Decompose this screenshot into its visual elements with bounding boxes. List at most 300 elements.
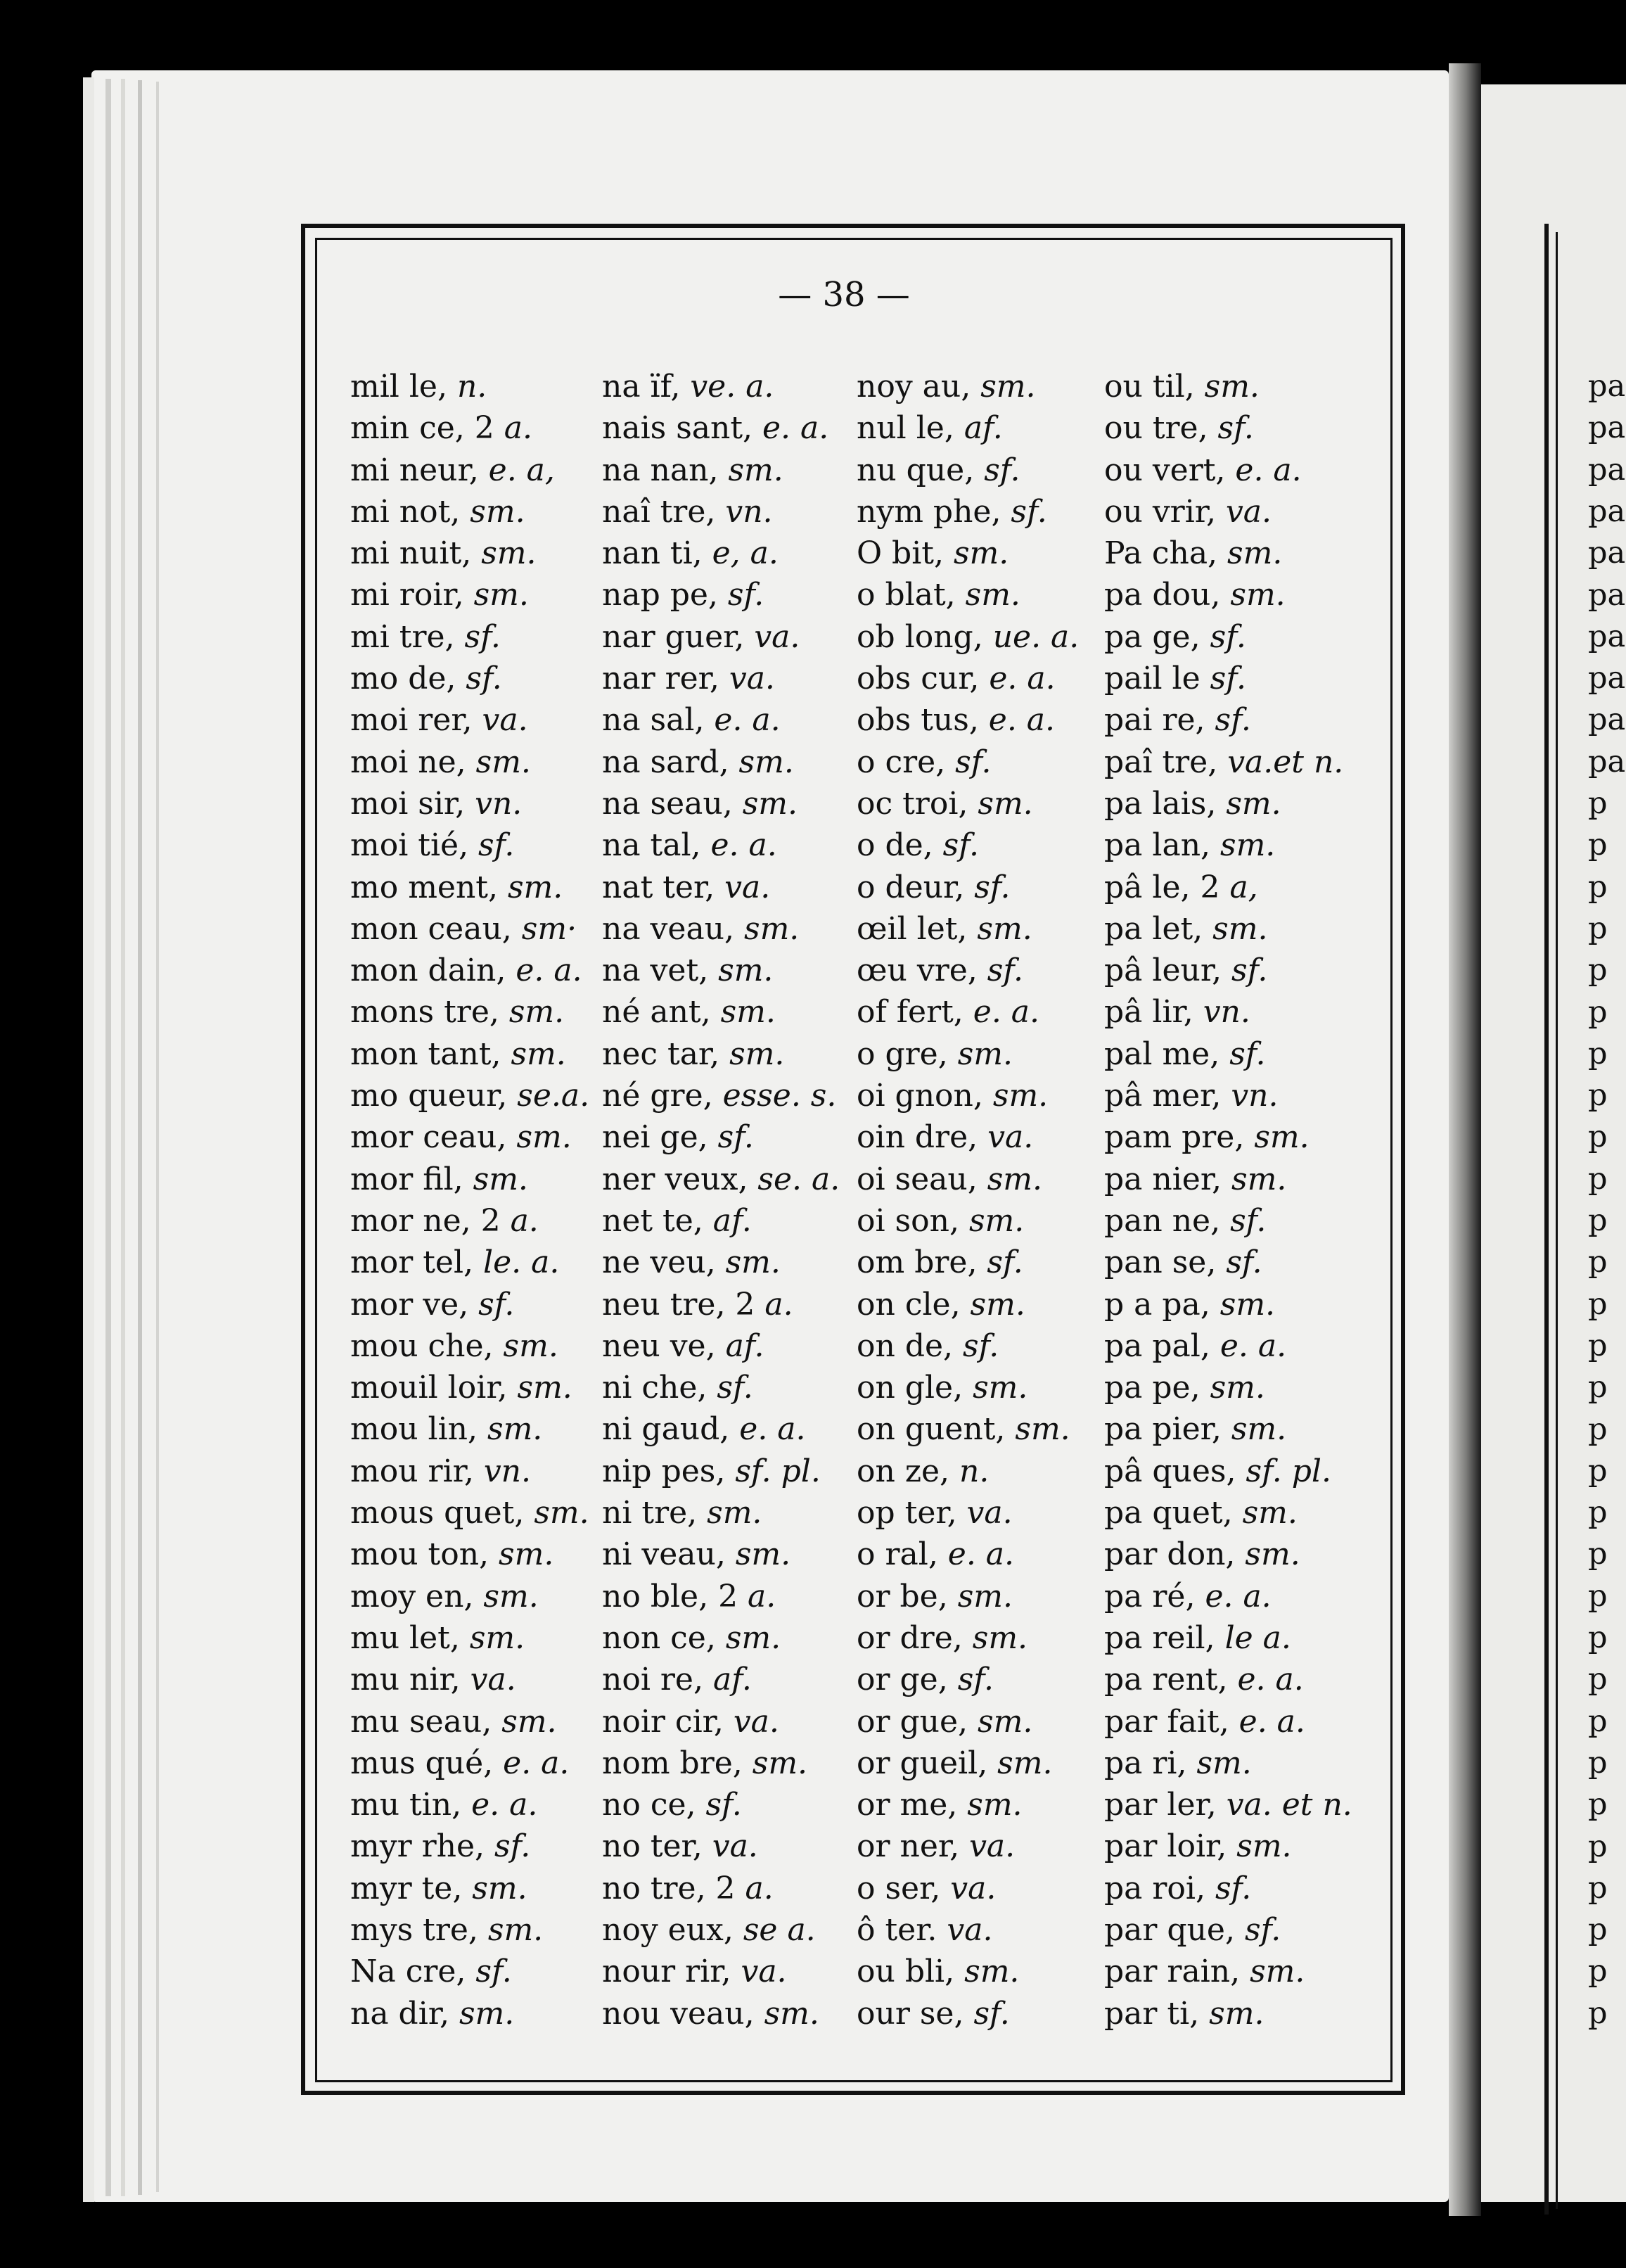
dictionary-entry xyxy=(1104,1284,1352,1325)
entry-word: pa nier, xyxy=(1104,1161,1232,1197)
entry-grammar-abbr: sf. xyxy=(1230,1202,1267,1239)
dictionary-entry xyxy=(602,1701,840,1743)
dictionary-entry xyxy=(602,407,840,449)
entry-grammar-abbr: n. xyxy=(456,369,487,404)
entry-word: pa pier, xyxy=(1104,1411,1231,1448)
entry-grammar-abbr: sm. xyxy=(503,1327,558,1364)
entry-word: pa rent, xyxy=(1104,1662,1238,1698)
entry-grammar-abbr: sm. xyxy=(517,1370,572,1406)
dictionary-entry xyxy=(857,1116,1079,1158)
entry-grammar-abbr: sm. xyxy=(475,744,531,780)
right-page-fragment: p xyxy=(1588,827,1608,863)
entry-word: ni gaud, xyxy=(602,1411,740,1448)
entry-grammar-abbr: sm. xyxy=(1254,1119,1310,1156)
word-column-4 xyxy=(1104,366,1352,2034)
right-page-fragment: p xyxy=(1588,1703,1608,1739)
entry-word: pa roi, xyxy=(1104,1870,1215,1906)
entry-grammar-abbr: sf. xyxy=(717,1370,753,1406)
entry-word: par loir, xyxy=(1104,1828,1237,1865)
entry-word: pâ ques, xyxy=(1104,1453,1246,1489)
entry-word: myr rhe, xyxy=(350,1828,494,1865)
entry-grammar-abbr: sf. xyxy=(1215,702,1251,739)
entry-grammar-abbr: e. a. xyxy=(1238,1703,1305,1740)
entry-word: min ce, 2 xyxy=(350,410,504,447)
entry-word: on de, xyxy=(857,1327,963,1364)
right-page-fragment: pa xyxy=(1588,661,1626,696)
entry-grammar-abbr: va. xyxy=(966,1495,1013,1531)
dictionary-entry xyxy=(602,741,840,783)
entry-grammar-abbr: e. a. xyxy=(714,702,781,739)
right-page-fragment: p xyxy=(1588,1286,1608,1322)
entry-word: on cle, xyxy=(857,1286,971,1323)
dictionary-entry xyxy=(350,950,589,991)
dictionary-entry xyxy=(602,1116,840,1158)
entry-word: paî tre, xyxy=(1104,744,1228,780)
dictionary-entry xyxy=(350,1868,589,1909)
entry-grammar-abbr: vn. xyxy=(725,493,773,530)
dictionary-entry xyxy=(350,1826,589,1867)
dictionary-entry xyxy=(350,366,589,407)
dictionary-entry xyxy=(1104,950,1352,991)
entry-word: mon ceau, xyxy=(350,910,522,947)
word-column-3 xyxy=(857,366,1079,2034)
entry-grammar-abbr: sf. xyxy=(475,1954,512,1990)
entry-grammar-abbr: sf. xyxy=(1229,1036,1266,1072)
entry-word: pail le xyxy=(1104,661,1210,697)
dictionary-entry xyxy=(1104,1951,1352,1992)
entry-grammar-abbr: sm. xyxy=(978,785,1033,822)
right-page-fragment: p xyxy=(1588,910,1608,946)
dictionary-entry xyxy=(857,1909,1079,1951)
entry-word: on gle, xyxy=(857,1370,973,1406)
entry-word: no ce, xyxy=(602,1787,706,1823)
entry-word: ne veu, xyxy=(602,1244,726,1281)
entry-word: of fert, xyxy=(857,994,973,1031)
entry-grammar-abbr: e. a. xyxy=(1220,1327,1287,1364)
entry-word: mor ceau, xyxy=(350,1119,517,1156)
entry-word: mor fil, xyxy=(350,1161,473,1197)
right-page-fragment: p xyxy=(1588,1787,1608,1823)
entry-word: mons tre, xyxy=(350,994,509,1031)
entry-grammar-abbr: sm. xyxy=(507,869,563,905)
entry-word: mi roir, xyxy=(350,577,474,613)
dictionary-entry xyxy=(1104,1159,1352,1200)
dictionary-entry xyxy=(350,1325,589,1367)
entry-word: pâ mer, xyxy=(1104,1078,1231,1114)
word-column-2 xyxy=(602,366,840,2034)
entry-grammar-abbr: sm. xyxy=(499,1536,554,1573)
dictionary-entry xyxy=(857,1784,1079,1826)
entry-grammar-abbr: sm. xyxy=(735,1536,791,1573)
entry-word: ob long, xyxy=(857,618,993,655)
entry-grammar-abbr: va. xyxy=(754,618,800,655)
entry-grammar-abbr: sm. xyxy=(957,1036,1013,1072)
dictionary-entry xyxy=(602,1743,840,1784)
dictionary-entry xyxy=(602,867,840,908)
entry-grammar-abbr: sf. xyxy=(987,953,1024,989)
entry-grammar-abbr: le. a. xyxy=(483,1244,560,1281)
dictionary-entry xyxy=(857,658,1079,699)
dictionary-entry xyxy=(1104,450,1352,491)
dictionary-entry xyxy=(1104,1909,1352,1951)
entry-grammar-abbr: sm. xyxy=(1210,1370,1265,1406)
entry-grammar-abbr: va. xyxy=(729,661,775,697)
entry-word: nec tar, xyxy=(602,1036,730,1072)
entry-grammar-abbr: a. xyxy=(504,410,532,447)
entry-word: noy au, xyxy=(857,369,981,404)
right-page-fragment: pa xyxy=(1588,618,1626,654)
entry-word: pa ge, xyxy=(1104,618,1210,655)
entry-grammar-abbr: sm. xyxy=(728,452,783,488)
dictionary-entry xyxy=(602,1784,840,1826)
entry-word: pa reil, xyxy=(1104,1619,1225,1656)
entry-grammar-abbr: sf. xyxy=(464,618,501,655)
entry-word: né gre, xyxy=(602,1078,723,1114)
dictionary-entry xyxy=(602,1451,840,1492)
entry-grammar-abbr: va. xyxy=(1225,493,1272,530)
entry-grammar-abbr: af. xyxy=(725,1327,764,1364)
entry-word: mu seau, xyxy=(350,1703,502,1740)
entry-word: par rain, xyxy=(1104,1954,1250,1990)
right-page-fragment: p xyxy=(1588,1327,1608,1363)
entry-grammar-abbr: sf. xyxy=(727,577,764,613)
entry-grammar-abbr: sm. xyxy=(987,1161,1043,1197)
entry-word: pal me, xyxy=(1104,1036,1230,1072)
entry-grammar-abbr: sm. xyxy=(483,1578,539,1614)
right-page-fragment: p xyxy=(1588,1036,1608,1071)
dictionary-entry xyxy=(350,991,589,1033)
dictionary-entry xyxy=(602,1659,840,1700)
entry-word: no ble, 2 xyxy=(602,1578,748,1614)
dictionary-entry xyxy=(602,950,840,991)
entry-word: na sard, xyxy=(602,744,739,780)
dictionary-entry xyxy=(602,1325,840,1367)
dictionary-entry xyxy=(350,1408,589,1450)
entry-word: oc troi, xyxy=(857,785,978,822)
entry-grammar-abbr: va. et n. xyxy=(1226,1787,1352,1823)
dictionary-entry xyxy=(857,1200,1079,1242)
dictionary-entry xyxy=(857,1367,1079,1408)
entry-grammar-abbr: sm· xyxy=(521,910,577,947)
entry-word: oin dre, xyxy=(857,1119,988,1156)
entry-word: pâ lir, xyxy=(1104,994,1203,1031)
entry-word: oi gnon, xyxy=(857,1078,993,1114)
entry-grammar-abbr: vn. xyxy=(1203,994,1250,1031)
entry-grammar-abbr: sm. xyxy=(511,1036,566,1072)
dictionary-entry xyxy=(1104,741,1352,783)
entry-grammar-abbr: sm. xyxy=(1204,369,1260,404)
entry-grammar-abbr: sm. xyxy=(992,1078,1049,1114)
entry-grammar-abbr: sm. xyxy=(459,1995,515,2032)
entry-grammar-abbr: sm. xyxy=(977,910,1032,947)
dictionary-entry xyxy=(857,1033,1079,1075)
entry-grammar-abbr: af. xyxy=(712,1202,752,1239)
page-edge xyxy=(121,79,125,2196)
dictionary-entry xyxy=(857,1576,1079,1617)
entry-word: mil le, xyxy=(350,369,457,404)
entry-grammar-abbr: sf. xyxy=(1244,1911,1281,1948)
entry-word: pa pe, xyxy=(1104,1370,1210,1406)
entry-grammar-abbr: sm. xyxy=(997,1745,1053,1781)
dictionary-entry xyxy=(1104,908,1352,950)
entry-word: mouil loir, xyxy=(350,1370,518,1406)
entry-word: ner veux, xyxy=(602,1161,758,1197)
entry-grammar-abbr: sm. xyxy=(973,1370,1028,1406)
entry-word: pan ne, xyxy=(1104,1202,1231,1239)
entry-word: O bit, xyxy=(857,535,954,572)
dictionary-entry xyxy=(350,1576,589,1617)
dictionary-entry xyxy=(1104,1075,1352,1116)
right-page-fragment: p xyxy=(1588,1370,1608,1406)
dictionary-entry xyxy=(350,1242,589,1283)
entry-grammar-abbr: sm. xyxy=(725,1244,781,1281)
entry-word: nul le, xyxy=(857,410,964,447)
entry-word: nei ge, xyxy=(602,1119,718,1156)
entry-word: mou rir, xyxy=(350,1453,484,1489)
dictionary-entry xyxy=(602,783,840,824)
right-page-fragment: p xyxy=(1588,1662,1608,1697)
entry-grammar-abbr: sf. xyxy=(1210,618,1246,655)
entry-word: nip pes, xyxy=(602,1453,736,1489)
entry-word: na nan, xyxy=(602,452,729,488)
entry-word: œu vre, xyxy=(857,953,987,989)
dictionary-entry xyxy=(857,1617,1079,1659)
dictionary-entry xyxy=(857,950,1079,991)
entry-grammar-abbr: sm. xyxy=(725,1619,781,1656)
entry-grammar-abbr: sm. xyxy=(957,1578,1013,1614)
dictionary-entry xyxy=(857,1993,1079,2034)
entry-word: pa lan, xyxy=(1104,827,1220,864)
dictionary-entry xyxy=(857,1451,1079,1492)
dictionary-entry xyxy=(602,1242,840,1283)
entry-grammar-abbr: e. a. xyxy=(516,953,582,989)
entry-word: o gre, xyxy=(857,1036,958,1072)
entry-grammar-abbr: sm. xyxy=(718,953,774,989)
entry-grammar-abbr: a, xyxy=(1229,869,1258,905)
dictionary-entry xyxy=(857,1325,1079,1367)
right-page-fragment: p xyxy=(1588,1745,1608,1780)
dictionary-entry xyxy=(857,1408,1079,1450)
entry-grammar-abbr: sm. xyxy=(764,1995,819,2032)
dictionary-entry xyxy=(350,1993,589,2034)
entry-word: mon dain, xyxy=(350,953,516,989)
entry-grammar-abbr: va. xyxy=(482,702,528,739)
dictionary-entry xyxy=(1104,1617,1352,1659)
entry-grammar-abbr: ue. a. xyxy=(992,618,1080,655)
right-page-fragment: pa xyxy=(1588,369,1626,404)
entry-grammar-abbr: va. xyxy=(470,1662,516,1698)
right-page-fragment: p xyxy=(1588,1453,1608,1489)
entry-grammar-abbr: e, a. xyxy=(712,535,779,572)
dictionary-entry xyxy=(1104,1116,1352,1158)
dictionary-entry xyxy=(350,867,589,908)
dictionary-entry xyxy=(602,1367,840,1408)
entry-grammar-abbr: e. a. xyxy=(1205,1578,1272,1614)
dictionary-entry xyxy=(350,741,589,783)
dictionary-entry xyxy=(1104,1868,1352,1909)
entry-grammar-abbr: sf. xyxy=(942,827,979,864)
dictionary-entry xyxy=(1104,867,1352,908)
dictionary-entry xyxy=(602,1200,840,1242)
right-page-fragment: p xyxy=(1588,869,1608,905)
entry-word: mi neur, xyxy=(350,452,489,488)
entry-word: ô ter. xyxy=(857,1911,947,1948)
dictionary-entry xyxy=(857,908,1079,950)
entry-grammar-abbr: se a. xyxy=(743,1911,816,1948)
dictionary-entry xyxy=(350,1701,589,1743)
entry-word: mys tre, xyxy=(350,1911,488,1948)
dictionary-entry xyxy=(602,991,840,1033)
dictionary-entry xyxy=(602,616,840,658)
right-page-fragment: p xyxy=(1588,1078,1608,1114)
entry-grammar-abbr: va. xyxy=(724,869,771,905)
entry-word: pa ré, xyxy=(1104,1578,1205,1614)
dictionary-entry xyxy=(857,491,1079,533)
entry-word: no ter, xyxy=(602,1828,712,1865)
entry-word: na seau, xyxy=(602,785,743,822)
entry-word: na ïf, xyxy=(602,369,691,404)
entry-grammar-abbr: e. a. xyxy=(988,702,1056,739)
dictionary-entry xyxy=(1104,699,1352,741)
right-page-fragment: p xyxy=(1588,1954,1608,1989)
dictionary-entry xyxy=(857,991,1079,1033)
entry-grammar-abbr: va. xyxy=(741,1954,787,1990)
page-edge xyxy=(83,77,94,2202)
entry-word: our se, xyxy=(857,1995,974,2032)
entry-word: or me, xyxy=(857,1787,968,1823)
entry-grammar-abbr: va. xyxy=(733,1703,779,1740)
entry-grammar-abbr: e. a. xyxy=(739,1411,806,1448)
entry-grammar-abbr: sm. xyxy=(508,994,565,1031)
dictionary-entry xyxy=(1104,824,1352,866)
entry-word: noy eux, xyxy=(602,1911,743,1948)
entry-grammar-abbr: sm. xyxy=(1231,1411,1287,1448)
entry-word: mou ton, xyxy=(350,1536,499,1573)
right-page-fragment: p xyxy=(1588,1995,1608,2031)
dictionary-entry xyxy=(857,1284,1079,1325)
entry-word: pa quet, xyxy=(1104,1495,1243,1531)
entry-word: mou lin, xyxy=(350,1411,487,1448)
dictionary-entry xyxy=(602,1075,840,1116)
entry-word: or ge, xyxy=(857,1662,958,1698)
dictionary-entry xyxy=(602,699,840,741)
entry-grammar-abbr: se. a. xyxy=(757,1161,840,1197)
entry-word: neu tre, 2 xyxy=(602,1286,765,1323)
entry-grammar-abbr: sm. xyxy=(487,1411,543,1448)
entry-grammar-abbr: va. xyxy=(969,1828,1016,1865)
entry-word: mi tre, xyxy=(350,618,465,655)
dictionary-entry xyxy=(350,658,589,699)
entry-word: p a pa, xyxy=(1104,1286,1220,1323)
entry-grammar-abbr: e. a. xyxy=(947,1536,1015,1573)
entry-grammar-abbr: e. a. xyxy=(762,410,829,447)
dictionary-entry xyxy=(1104,1659,1352,1700)
dictionary-entry xyxy=(350,1451,589,1492)
entry-word: moy en, xyxy=(350,1578,484,1614)
entry-word: mus qué, xyxy=(350,1745,504,1781)
dictionary-entry xyxy=(1104,1701,1352,1743)
dictionary-entry xyxy=(350,574,589,616)
dictionary-entry xyxy=(350,1492,589,1534)
entry-grammar-abbr: sm. xyxy=(978,1703,1033,1740)
entry-word: o ral, xyxy=(857,1536,948,1573)
dictionary-entry xyxy=(350,1909,589,1951)
dictionary-entry xyxy=(1104,1492,1352,1534)
entry-word: nym phe, xyxy=(857,493,1011,530)
entry-word: obs cur, xyxy=(857,661,990,697)
entry-word: nat ter, xyxy=(602,869,725,905)
dictionary-entry xyxy=(602,1534,840,1575)
dictionary-entry xyxy=(350,1200,589,1242)
entry-word: moi tié, xyxy=(350,827,479,864)
dictionary-entry xyxy=(602,1576,840,1617)
entry-grammar-abbr: ve. a. xyxy=(690,369,774,404)
dictionary-entry xyxy=(857,574,1079,616)
dictionary-entry xyxy=(602,366,840,407)
entry-grammar-abbr: sf. xyxy=(1210,661,1246,697)
right-page-fragment: pa xyxy=(1588,744,1626,779)
entry-word: o ser, xyxy=(857,1870,951,1906)
entry-grammar-abbr: af. xyxy=(712,1662,752,1698)
right-page-fragment: p xyxy=(1588,786,1608,821)
entry-grammar-abbr: e. a. xyxy=(471,1787,538,1823)
entry-word: nan ti, xyxy=(602,535,712,572)
dictionary-entry xyxy=(1104,1534,1352,1575)
page-edge xyxy=(105,79,111,2196)
entry-grammar-abbr: sm. xyxy=(472,1870,527,1906)
entry-grammar-abbr: se.a. xyxy=(517,1078,590,1114)
dictionary-entry xyxy=(602,1033,840,1075)
dictionary-entry xyxy=(857,616,1079,658)
entry-word: noi re, xyxy=(602,1662,713,1698)
right-page-fragment: p xyxy=(1588,1161,1608,1197)
dictionary-entry xyxy=(857,1701,1079,1743)
dictionary-entry xyxy=(1104,1325,1352,1367)
entry-grammar-abbr: sm. xyxy=(738,744,794,780)
entry-word: o deur, xyxy=(857,869,975,905)
entry-grammar-abbr: sf. xyxy=(963,1327,999,1364)
dictionary-entry xyxy=(350,407,589,449)
dictionary-entry xyxy=(1104,1826,1352,1867)
entry-word: on guent, xyxy=(857,1411,1016,1448)
entry-grammar-abbr: sm. xyxy=(970,1286,1025,1323)
entry-grammar-abbr: sm. xyxy=(953,535,1009,572)
entry-word: pâ leur, xyxy=(1104,953,1232,989)
dictionary-entry xyxy=(602,1617,840,1659)
dictionary-entry xyxy=(1104,366,1352,407)
entry-word: ou vert, xyxy=(1104,452,1236,488)
entry-grammar-abbr: sf. xyxy=(957,1662,994,1698)
entry-grammar-abbr: sm. xyxy=(1250,1954,1305,1990)
entry-word: nais sant, xyxy=(602,410,763,447)
entry-grammar-abbr: esse. s. xyxy=(722,1078,837,1114)
dictionary-entry xyxy=(350,1534,589,1575)
right-page-fragment: p xyxy=(1588,994,1608,1030)
entry-word: nar rer, xyxy=(602,661,729,697)
right-page-fragment: p xyxy=(1588,1495,1608,1531)
right-page-fragment: p xyxy=(1588,1828,1608,1864)
dictionary-entry xyxy=(857,824,1079,866)
entry-word: mi nuit, xyxy=(350,535,482,572)
dictionary-entry xyxy=(1104,1367,1352,1408)
dictionary-entry xyxy=(857,741,1079,783)
entry-word: pâ le, 2 xyxy=(1104,869,1230,905)
right-page-fragment: p xyxy=(1588,1203,1608,1238)
entry-grammar-abbr: sm. xyxy=(1227,535,1283,572)
dictionary-entry xyxy=(350,824,589,866)
entry-grammar-abbr: sm. xyxy=(473,1161,528,1197)
right-page-fragment: p xyxy=(1588,1119,1608,1155)
